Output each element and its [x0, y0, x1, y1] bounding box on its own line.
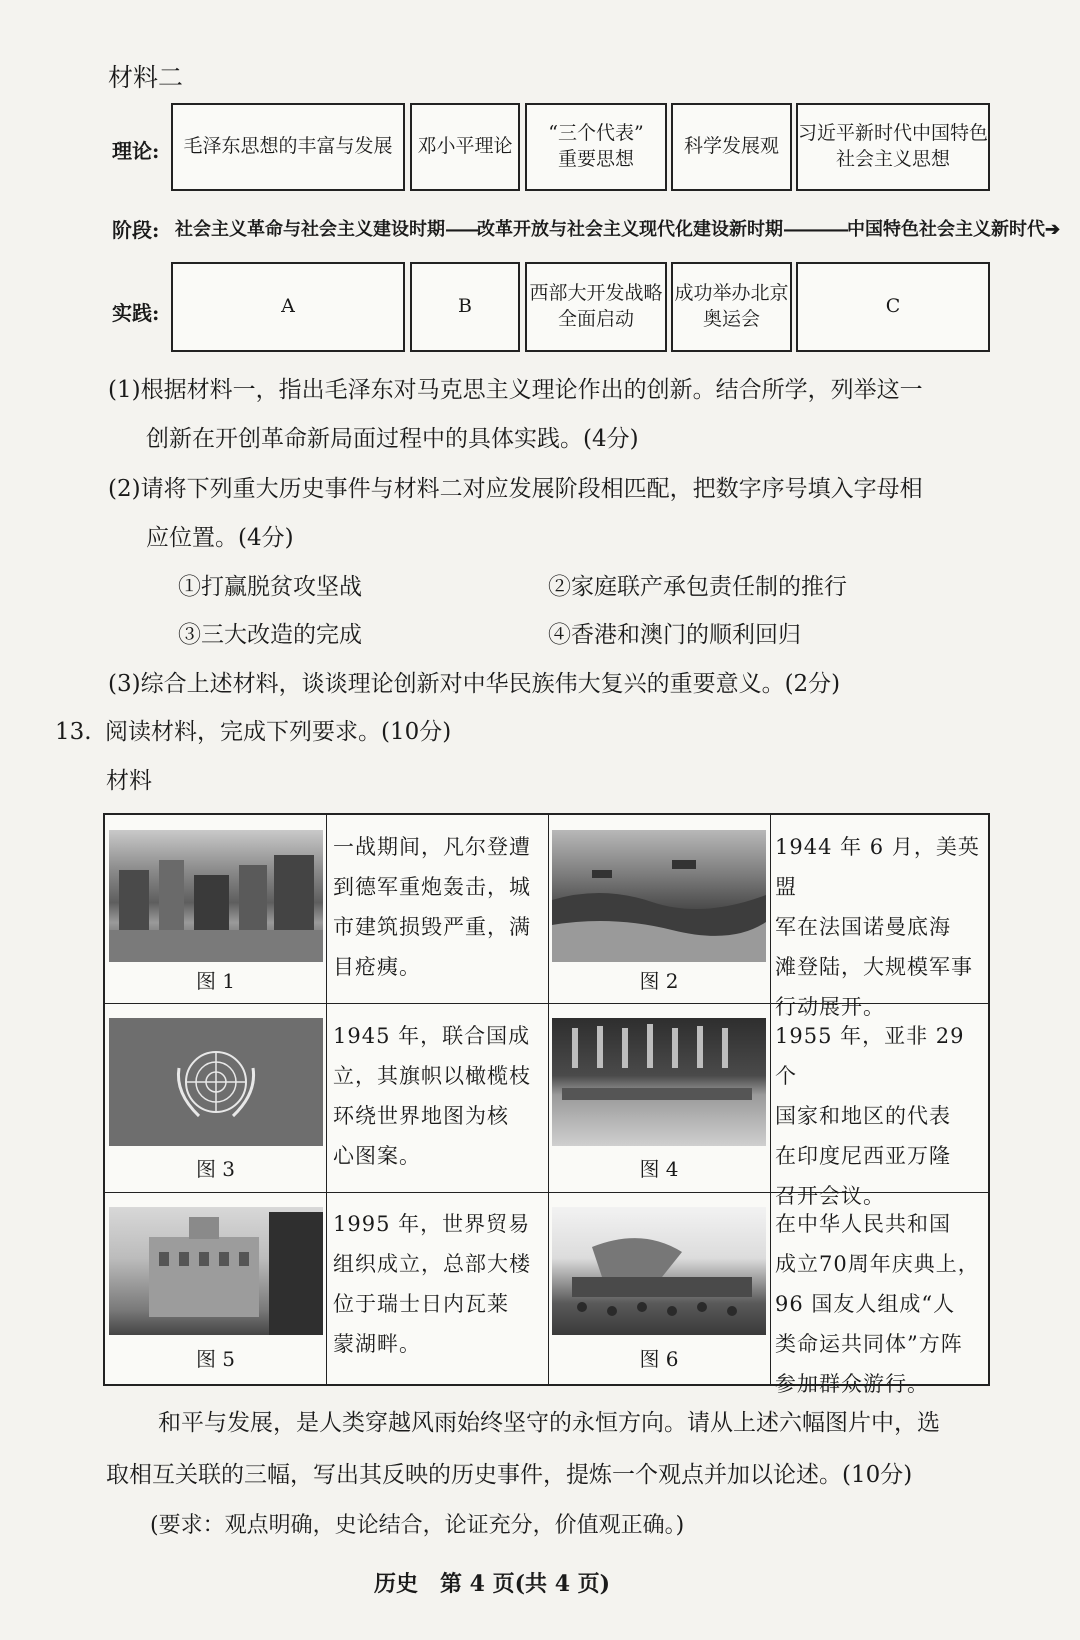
cell-6-text: [775, 1204, 980, 1404]
cell-5-text: [333, 1204, 531, 1364]
practice-b: B: [458, 295, 472, 318]
un-emblem-icon: [109, 1018, 323, 1146]
cell-6-line-2: 成立70周年庆典上，: [775, 1252, 980, 1276]
cell-5-line-4: 蒙湖畔。: [333, 1332, 421, 1356]
cell-4-line-4: 召开会议。: [775, 1184, 885, 1208]
cell-2-line-1: 1944 年 6 月，美英盟: [775, 835, 980, 899]
stage-label: 阶段:: [112, 218, 160, 242]
q13-requirement: (要求：观点明确，史论结合，论证充分，价值观正确。): [150, 1513, 685, 1538]
caption-5: 图 5: [195, 1347, 236, 1371]
practice-west-2: 全面启动: [557, 308, 634, 330]
verdun-ruins-image: [109, 830, 323, 962]
practice-box-west: [525, 262, 667, 352]
practice-olympics-1: 成功举办北京: [674, 282, 789, 305]
cell-3-text: [333, 1016, 531, 1176]
practice-box-a: [171, 262, 405, 352]
cell-1-line-1: 一战期间，凡尔登遭: [333, 835, 531, 859]
practice-west-1: 西部大开发战略: [529, 282, 663, 305]
cell-2-text: [775, 827, 988, 1027]
theory-scientific: 科学发展观: [683, 135, 779, 158]
cell-2-line-3: 滩登陆，大规模军事: [775, 955, 973, 979]
cell-6-line-4: 类命运共同体”方阵: [775, 1332, 963, 1356]
cell-4-text: [775, 1016, 988, 1216]
q13-material-label: 材料: [106, 768, 152, 794]
cell-6-line-5: 参加群众游行。: [775, 1372, 929, 1396]
q13-prompt: 阅读材料，完成下列要求。(10分): [105, 719, 452, 745]
photo-normandy: [552, 830, 766, 962]
theory-three-represents-2: 重要思想: [557, 148, 634, 170]
stage-1: 社会主义革命与社会主义建设时期: [175, 219, 445, 240]
stage-3: 中国特色社会主义新时代: [847, 219, 1045, 240]
arrow-right-icon: ➔: [1045, 219, 1061, 240]
wto-building-image: [109, 1207, 323, 1335]
theory-xi-2: 社会主义思想: [835, 148, 950, 170]
bandung-conference-image: [552, 1018, 766, 1146]
cell-2-line-2: 军在法国诺曼底海: [775, 915, 951, 939]
theory-box-three-represents: [525, 103, 667, 191]
practice-c: C: [885, 295, 901, 318]
photo-bandung: [552, 1018, 766, 1146]
photo-parade: [552, 1207, 766, 1335]
picture-grid: [103, 813, 990, 1396]
material2-title: 材料二: [108, 63, 184, 92]
stage-timeline: 社会主义革命与社会主义建设时期——改革开放与社会主义现代化建设新时期————中国特色社会主义新时代➔: [175, 219, 1061, 240]
practice-olympics-2: 奥运会: [702, 308, 760, 330]
theory-mao: 毛泽东思想的丰富与发展: [183, 135, 393, 158]
theory-label: 理论:: [112, 139, 160, 163]
cell-5-line-2: 组织成立，总部大楼: [333, 1252, 531, 1276]
theory-box-scientific: [671, 103, 792, 191]
q12-option-3: ③三大改造的完成: [178, 622, 362, 648]
q13-task-line1: 和平与发展，是人类穿越风雨始终坚守的永恒方向。请从上述六幅图片中，选: [158, 1410, 940, 1436]
cell-3-line-2: 立，其旗帜以橄榄枝: [333, 1064, 531, 1088]
practice-box-c: [796, 262, 990, 352]
photo-un-flag: [109, 1018, 323, 1146]
cell-3-line-1: 1945 年，联合国成: [333, 1024, 531, 1048]
theory-xi-1: 习近平新时代中国特色: [798, 122, 989, 145]
cell-1-line-3: 市建筑损毁严重，满: [333, 915, 531, 939]
theory-box-deng: [410, 103, 520, 191]
cell-4-line-1: 1955 年，亚非 29 个: [775, 1024, 965, 1088]
caption-3: 图 3: [195, 1157, 236, 1181]
caption-4: 图 4: [639, 1157, 679, 1181]
q12-part1-line1: (1)根据材料一，指出毛泽东对马克思主义理论作出的创新。结合所学，列举这一: [108, 377, 923, 403]
theory-deng: 邓小平理论: [417, 135, 513, 158]
page-footer: 历史 第 4 页(共 4 页): [374, 1571, 611, 1597]
q12-option-4: ④香港和澳门的顺利回归: [548, 622, 801, 648]
q12-part2-line2: 应位置。(4分): [146, 525, 294, 551]
normandy-landing-image: [552, 830, 766, 962]
cell-6-line-3: 96 国友人组成“人: [775, 1292, 956, 1316]
cell-4-line-2: 国家和地区的代表: [775, 1104, 951, 1128]
cell-1-line-4: 目疮痍。: [333, 955, 421, 979]
parade-float-image: [552, 1207, 766, 1335]
cell-2-line-4: 行动展开。: [775, 995, 885, 1019]
cell-5-line-3: 位于瑞士日内瓦莱: [333, 1292, 509, 1316]
cell-6-line-1: 在中华人民共和国: [775, 1212, 951, 1236]
practice-box-b: [410, 262, 520, 352]
q13-number: 13.: [55, 719, 92, 745]
caption-2: 图 2: [639, 969, 679, 993]
practice-box-olympics: [671, 262, 792, 352]
caption-6: 图 6: [639, 1347, 679, 1371]
cell-3-line-3: 环绕世界地图为核: [333, 1104, 509, 1128]
photo-verdun: [109, 830, 323, 962]
theory-three-represents-1: “三个代表”: [548, 122, 644, 145]
caption-1: 图 1: [195, 969, 236, 993]
cell-1-line-2: 到德军重炮轰击，城: [333, 875, 531, 899]
cell-5-line-1: 1995 年，世界贸易: [333, 1212, 531, 1236]
q12-option-2: ②家庭联产承包责任制的推行: [548, 574, 847, 600]
q13-task-line2: 取相互关联的三幅，写出其反映的历史事件，提炼一个观点并加以论述。(10分): [106, 1462, 913, 1488]
q12-part1-line2: 创新在开创革命新局面过程中的具体实践。(4分): [146, 426, 639, 452]
stage-2: 改革开放与社会主义现代化建设新时期: [477, 219, 783, 240]
q12-part3: (3)综合上述材料，谈谈理论创新对中华民族伟大复兴的重要意义。(2分): [108, 671, 841, 697]
theory-box-mao: [171, 103, 405, 191]
q12-part2-line1: (2)请将下列重大历史事件与材料二对应发展阶段相匹配，把数字序号填入字母相: [108, 476, 923, 502]
practice-label: 实践:: [112, 301, 160, 325]
practice-a: A: [281, 295, 295, 318]
cell-1-text: [333, 827, 531, 987]
cell-4-line-3: 在印度尼西亚万隆: [775, 1144, 951, 1168]
photo-wto: [109, 1207, 323, 1335]
cell-3-line-4: 心图案。: [333, 1144, 421, 1168]
theory-box-xi: [796, 103, 990, 191]
q12-option-1: ①打赢脱贫攻坚战: [178, 574, 362, 600]
